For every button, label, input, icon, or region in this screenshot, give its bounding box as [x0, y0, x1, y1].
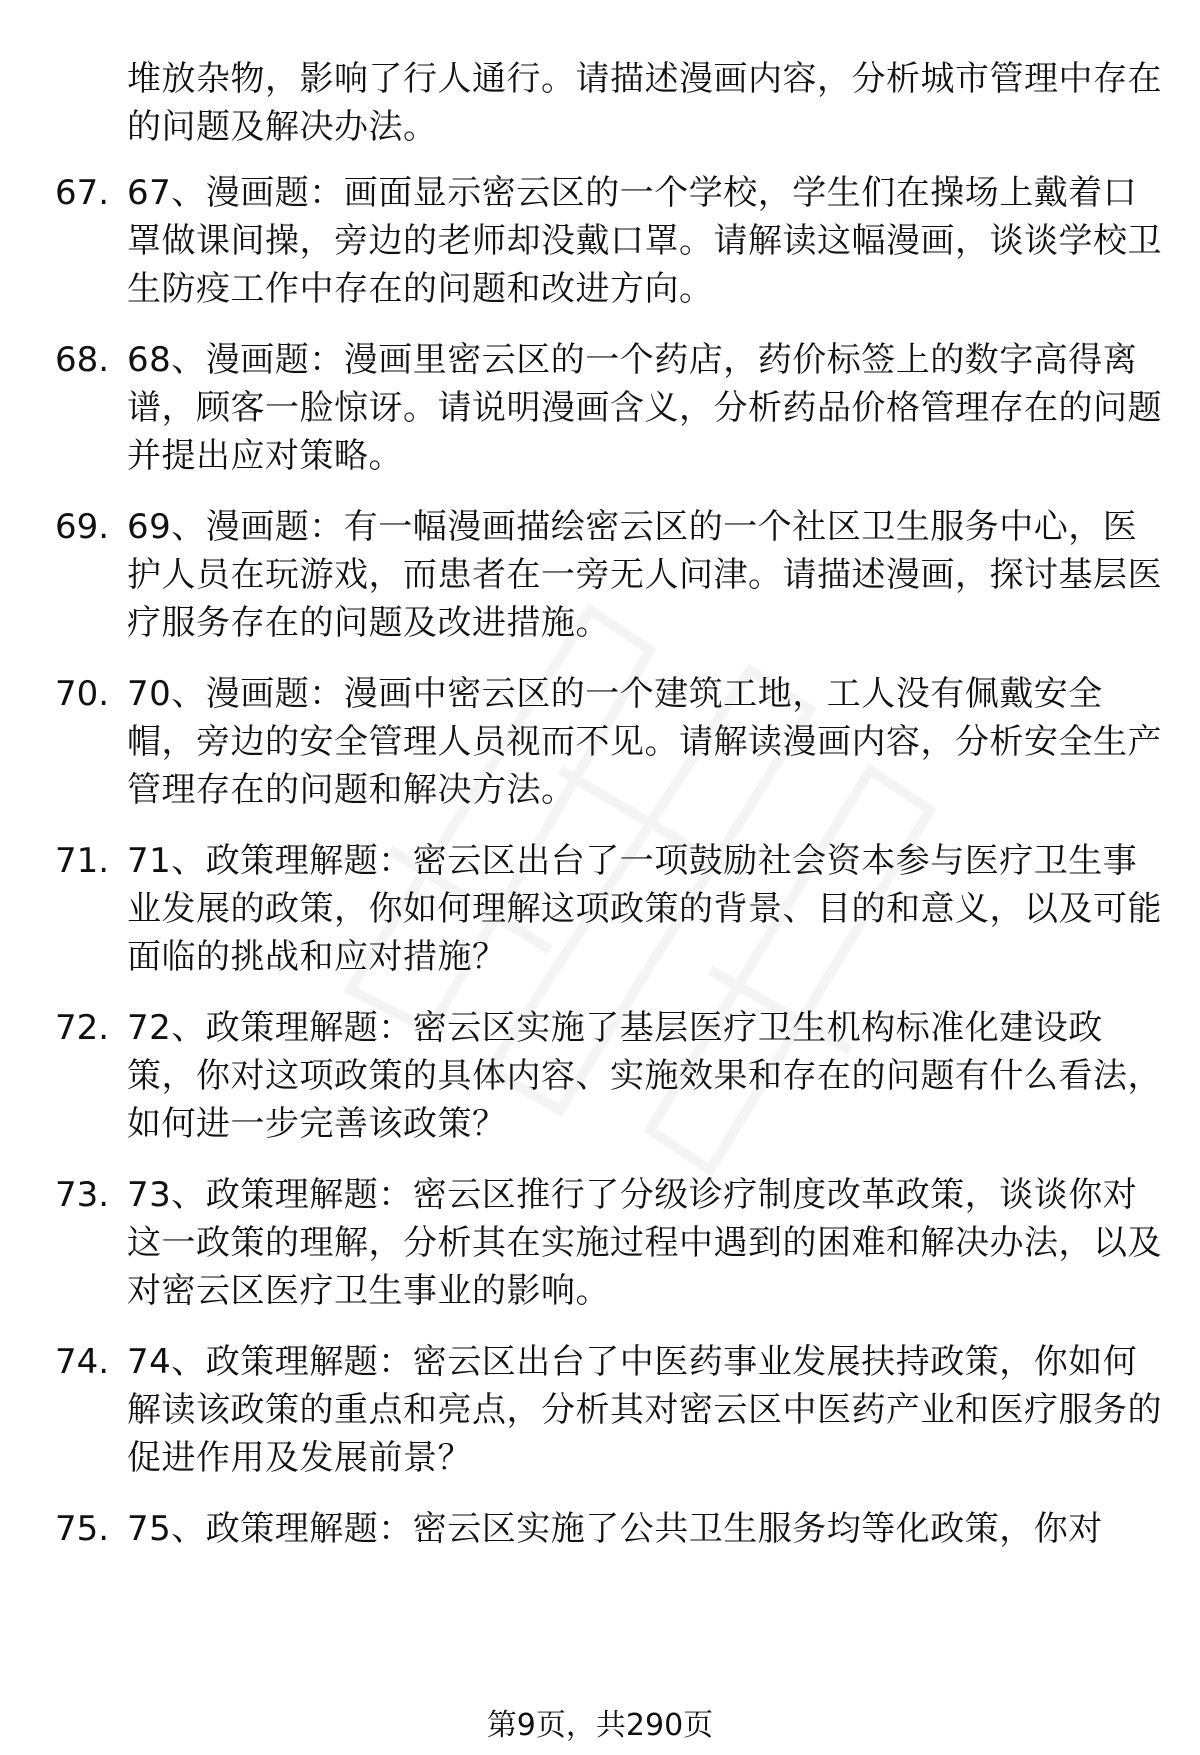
item-number: 72.: [55, 1008, 110, 1048]
list-item: [55, 837, 1165, 981]
item-number: 71.: [55, 841, 110, 881]
item-number: 74.: [55, 1342, 110, 1382]
item-text: 75、政策理解题：密云区实施了公共卫生服务均等化政策，你对: [127, 1509, 1103, 1549]
item-text: 67、漫画题：画面显示密云区的一个学校，学生们在操场上戴着口罩做课间操，旁边的老师却没戴口罩。请解读这幅漫画，谈谈学校卫生防疫工作中存在的问题和改进方向。: [127, 173, 1162, 309]
item-text: 72、政策理解题：密云区实施了基层医疗卫生机构标准化建设政策，你对这项政策的具体内容、实施效果和存在的问题有什么看法，如何进一步完善该政策？: [127, 1008, 1162, 1144]
list-item: [55, 670, 1165, 814]
page-footer: 第9页，共290页: [486, 1708, 714, 1743]
item-text: 69、漫画题：有一幅漫画描绘密云区的一个社区卫生服务中心，医护人员在玩游戏，而患者在一旁无人问津。请描述漫画，探讨基层医疗服务存在的问题及改进措施。: [127, 507, 1162, 643]
item-text: 74、政策理解题：密云区出台了中医药事业发展扶持政策，你如何解读该政策的重点和亮点，分析其对密云区中医药产业和医疗服务的促进作用及发展前景？: [127, 1342, 1162, 1478]
list-item: [55, 169, 1165, 313]
continuation-text: 堆放杂物，影响了行人通行。请描述漫画内容，分析城市管理中存在的问题及解决办法。: [127, 59, 1162, 147]
item-number: 70.: [55, 674, 110, 714]
item-number: 75.: [55, 1509, 110, 1549]
item-text: 71、政策理解题：密云区出台了一项鼓励社会资本参与医疗卫生事业发展的政策，你如何理解这项政策的背景、目的和意义，以及可能面临的挑战和应对措施？: [127, 841, 1162, 977]
list-item: [55, 1171, 1165, 1315]
item-number: 68.: [55, 340, 110, 380]
item-number: 67.: [55, 173, 110, 213]
list-item: [55, 336, 1165, 480]
item-text: 73、政策理解题：密云区推行了分级诊疗制度改革政策，谈谈你对这一政策的理解，分析其在实施过程中遇到的困难和解决办法，以及对密云区医疗卫生事业的影响。: [127, 1175, 1162, 1311]
list-item: [55, 1338, 1165, 1482]
item-text: 70、漫画题：漫画中密云区的一个建筑工地，工人没有佩戴安全帽，旁边的安全管理人员视而不见。请解读漫画内容，分析安全生产管理存在的问题和解决方法。: [127, 674, 1162, 810]
list-item: [55, 503, 1165, 647]
item-text: 68、漫画题：漫画里密云区的一个药店，药价标签上的数字高得离谱，顾客一脸惊讶。请说明漫画含义，分析药品价格管理存在的问题并提出应对策略。: [127, 340, 1162, 476]
list-item: [55, 1505, 1165, 1553]
item-number: 73.: [55, 1175, 110, 1215]
item-number: 69.: [55, 507, 110, 547]
list-item: [55, 1004, 1165, 1148]
